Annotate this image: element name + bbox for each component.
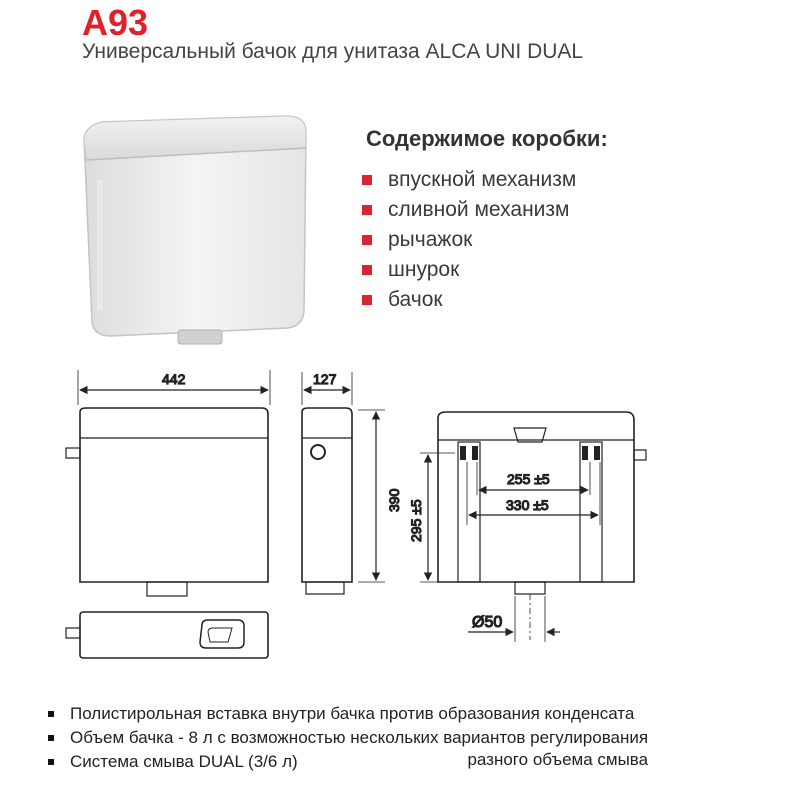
list-item-label: сливной механизм [388,198,570,221]
depth-label: 127 [313,371,337,387]
outer-spacing-label: 330 ±5 [506,497,549,513]
list-item [362,285,576,315]
list-item-label: рычажок [388,228,473,251]
product-code: A93 [82,2,149,43]
bullet-square-icon [362,175,372,185]
bullet-square-icon [362,205,372,215]
list-item-label: бачок [388,288,443,311]
list-item [362,195,576,225]
product-title: Универсальный бачок для унитаза ALCA UNI DUAL [82,40,584,63]
bullet-dot-icon [48,759,54,765]
list-item [40,703,648,725]
bullet-square-icon [362,235,372,245]
box-contents-heading: Содержимое коробки: [366,126,608,151]
bullet-square-icon [362,265,372,275]
inner-spacing-label: 255 ±5 [507,471,550,487]
feature-line: Объем бачка - 8 л с возможностью нескольких вариантов регулирования [70,728,649,747]
feature-list [40,703,648,775]
feature-line-continuation: разного объема смыва [467,750,649,769]
box-contents-list [362,165,576,315]
bullet-square-icon [362,295,372,305]
feature-text: Система смыва DUAL (3/6 л) [70,752,298,771]
list-item [362,225,576,255]
list-item [362,255,576,285]
cistern-photo [70,100,330,350]
feature-text: Полистирольная вставка внутри бачка против образования конденсата [70,704,635,723]
width-label: 442 [162,371,186,387]
inlet-height-label: 295 ±5 [408,499,424,542]
outlet-diameter-label: Ø50 [472,614,503,631]
height-label: 390 [386,488,402,512]
list-item [362,165,576,195]
front-view [66,370,270,596]
bullet-dot-icon [48,735,54,741]
rear-view [420,412,646,642]
side-view [302,372,385,594]
bullet-dot-icon [48,711,54,717]
technical-drawing [0,350,800,695]
top-view [66,612,268,658]
list-item-label: впускной механизм [388,168,577,191]
list-item-label: шнурок [388,258,460,281]
